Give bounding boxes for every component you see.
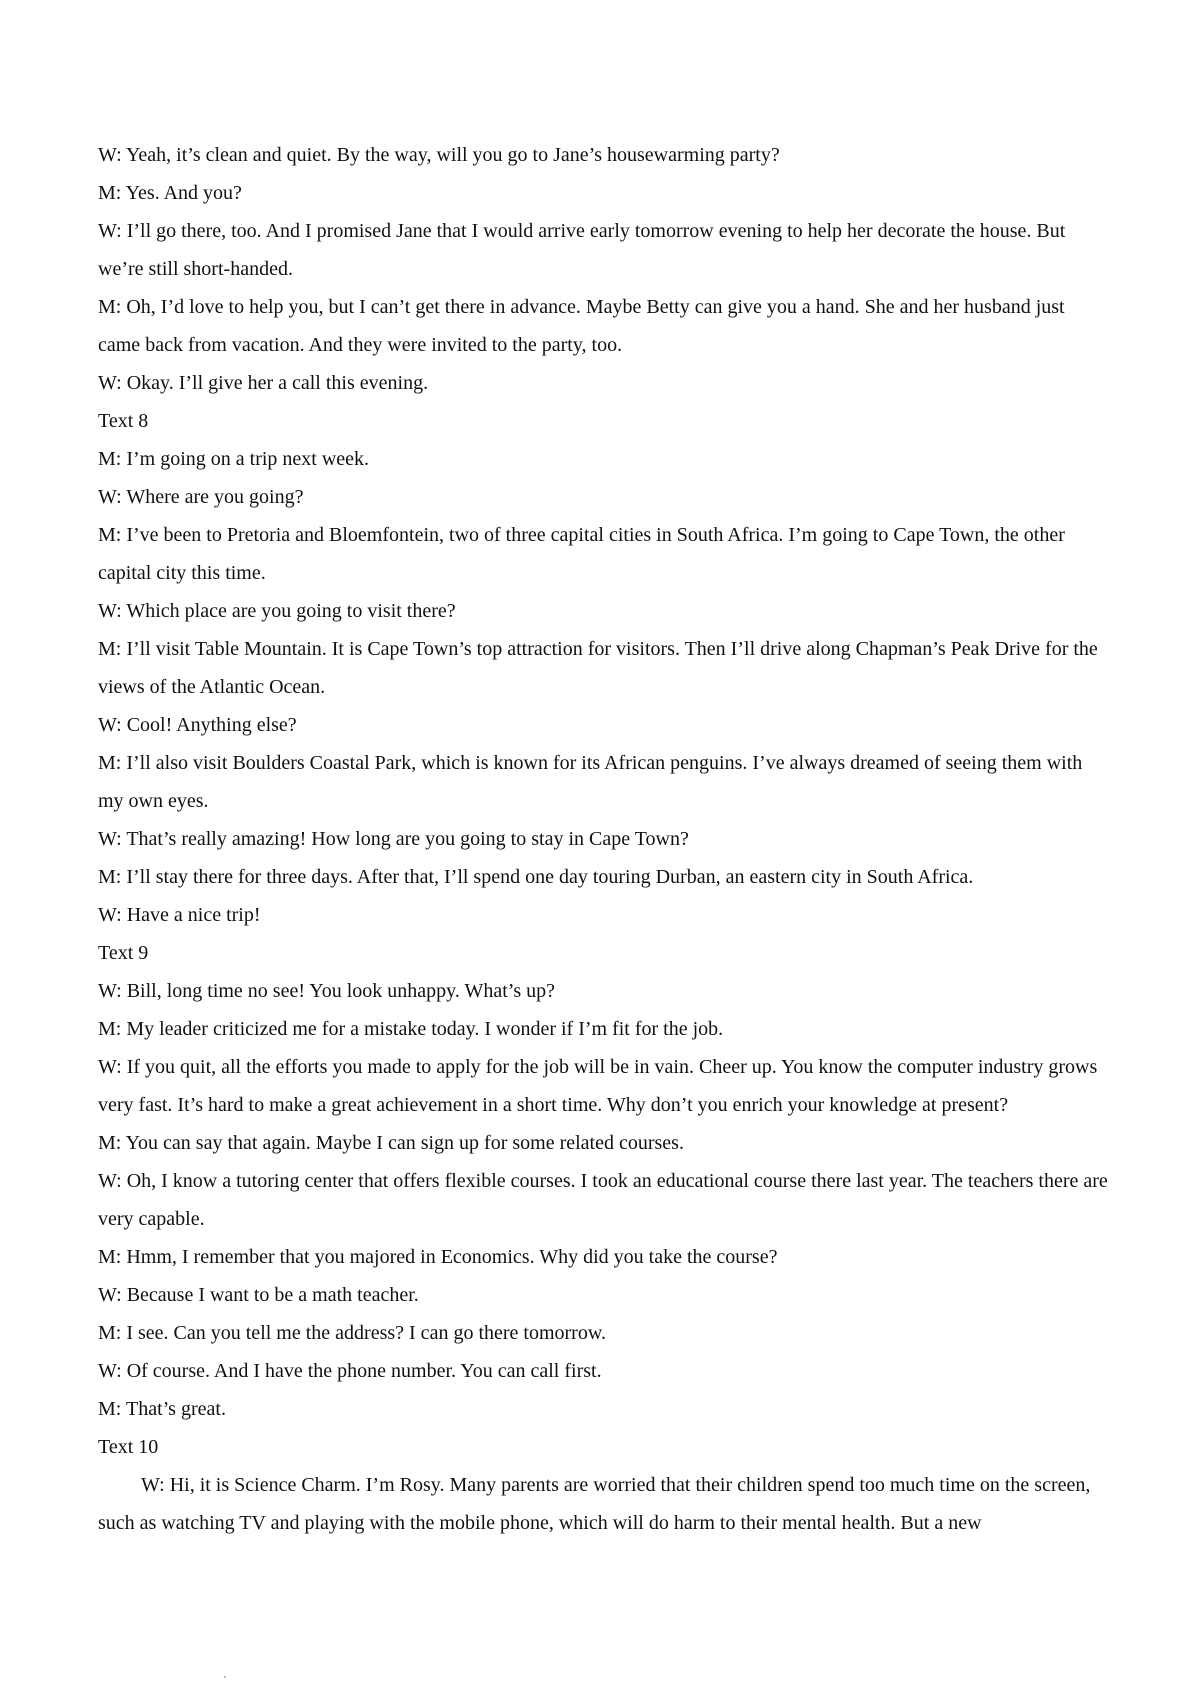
- dialogue-line: M: I’ll also visit Boulders Coastal Park, which is known for its African penguins. I’ve always dreamed of seeing them with my own eyes.: [98, 752, 1083, 812]
- transcript-body: [98, 136, 1108, 1542]
- dialogue-line: M: That’s great.: [98, 1398, 226, 1420]
- dialogue-line: M: I’ll stay there for three days. After that, I’ll spend one day touring Durban, an eastern city in South Africa.: [98, 866, 974, 888]
- dialogue-line: W: That’s really amazing! How long are you going to stay in Cape Town?: [98, 828, 689, 850]
- monologue-paragraph: W: Hi, it is Science Charm. I’m Rosy. Many parents are worried that their children spend too much time on the screen, such as watching TV and playing with the mobile phone, which will do harm to their mental health. But a new: [98, 1474, 1091, 1534]
- dialogue-line: M: I’ve been to Pretoria and Bloemfontein, two of three capital cities in South Africa. I’m going to Cape Town, the other capital city this time.: [98, 524, 1065, 584]
- dialogue-line: W: Because I want to be a math teacher.: [98, 1284, 419, 1306]
- dialogue-line: W: Yeah, it’s clean and quiet. By the way, will you go to Jane’s housewarming party?: [98, 144, 780, 166]
- dialogue-line: W: If you quit, all the efforts you made to apply for the job will be in vain. Cheer up. You know the computer industry grows very fast. It’s hard to make a great achievement in a short time. Why don’t you enrich your knowledge at present?: [98, 1056, 1098, 1116]
- dialogue-line: M: Oh, I’d love to help you, but I can’t get there in advance. Maybe Betty can give you a hand. She and her husband just came back from vacation. And they were invited to the party, too.: [98, 296, 1065, 356]
- dialogue-line: W: I’ll go there, too. And I promised Jane that I would arrive early tomorrow evening to help her decorate the house. But we’re still short-handed.: [98, 220, 1066, 280]
- dialogue-line: W: Cool! Anything else?: [98, 714, 297, 736]
- dialogue-line: M: I’m going on a trip next week.: [98, 448, 370, 470]
- dialogue-line: M: My leader criticized me for a mistake today. I wonder if I’m fit for the job.: [98, 1018, 724, 1040]
- section-heading: Text 8: [98, 410, 149, 432]
- dialogue-line: M: You can say that again. Maybe I can sign up for some related courses.: [98, 1132, 684, 1154]
- dialogue-line: M: I’ll visit Table Mountain. It is Cape Town’s top attraction for visitors. Then I’ll drive along Chapman’s Peak Drive for the views of the Atlantic Ocean.: [98, 638, 1098, 698]
- section-heading: Text 9: [98, 942, 149, 964]
- section-heading: Text 10: [98, 1436, 159, 1458]
- dialogue-line: W: Where are you going?: [98, 486, 304, 508]
- dialogue-line: W: Oh, I know a tutoring center that offers flexible courses. I took an educational course there last year. The teachers there are very capable.: [98, 1170, 1108, 1230]
- dialogue-line: W: Okay. I’ll give her a call this evening.: [98, 372, 429, 394]
- dialogue-line: W: Which place are you going to visit there?: [98, 600, 456, 622]
- dialogue-line: M: Yes. And you?: [98, 182, 242, 204]
- footer-mark: [224, 1676, 226, 1678]
- dialogue-line: M: I see. Can you tell me the address? I can go there tomorrow.: [98, 1322, 606, 1344]
- dialogue-line: W: Have a nice trip!: [98, 904, 261, 926]
- dialogue-line: W: Bill, long time no see! You look unhappy. What’s up?: [98, 980, 556, 1002]
- dialogue-line: M: Hmm, I remember that you majored in Economics. Why did you take the course?: [98, 1246, 778, 1268]
- dialogue-line: W: Of course. And I have the phone number. You can call first.: [98, 1360, 602, 1382]
